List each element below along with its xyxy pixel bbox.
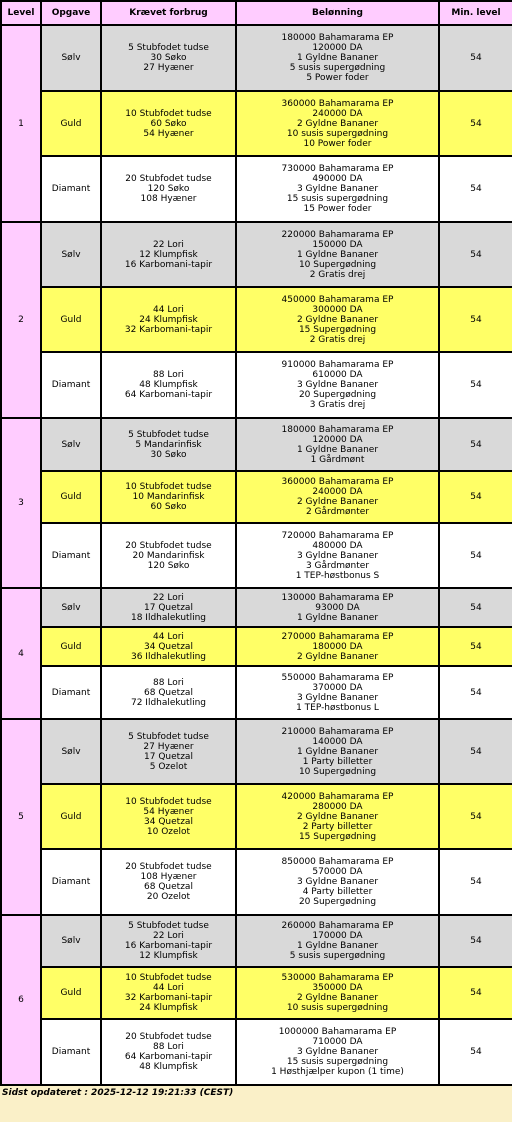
min-level-cell: 54 — [439, 588, 512, 627]
required-item: 5 Stubfodet tudse — [128, 731, 209, 742]
min-level-cell: 54 — [439, 1019, 512, 1085]
reward-item: 15 Supergødning — [298, 324, 377, 335]
task-cell: Guld — [41, 287, 101, 352]
reward-item: 3 Gyldne Bananer — [296, 877, 379, 887]
required-item: 22 Lori — [153, 931, 184, 941]
table-row — [1, 719, 512, 784]
required-item: 48 Klumpfisk — [139, 1062, 198, 1072]
required-item: 88 Lori — [153, 677, 184, 688]
header-reward: Belønning — [236, 1, 439, 25]
required-item: 10 Ozelot — [146, 826, 191, 837]
reward-item: 450000 Bahamarama EP — [281, 294, 394, 305]
required-item: 20 Stubfodet tudse — [125, 1032, 212, 1042]
reward-item: 240000 DA — [312, 108, 363, 119]
required-cell — [101, 784, 236, 849]
reward-item: 710000 DA — [312, 1037, 363, 1047]
reward-cell — [236, 719, 439, 784]
reward-item: 20 Supergødning — [298, 897, 377, 907]
reward-item: 720000 Bahamarama EP — [281, 530, 394, 541]
reward-item: 3 Gratis drej — [309, 400, 366, 410]
reward-item: 350000 DA — [312, 983, 363, 993]
task-cell: Diamant — [41, 666, 101, 719]
reward-item: 3 Gyldne Bananer — [296, 184, 379, 194]
required-item: 60 Søko — [150, 502, 187, 512]
reward-item: 180000 Bahamarama EP — [281, 33, 394, 43]
reward-cell — [236, 91, 439, 156]
required-item: 30 Søko — [150, 449, 187, 460]
reward-cell — [236, 784, 439, 849]
reward-item: 3 Gårdmønter — [305, 560, 370, 571]
reward-item: 530000 Bahamarama EP — [281, 973, 394, 983]
task-cell: Guld — [41, 627, 101, 666]
required-item: 44 Lori — [153, 304, 184, 315]
min-level-cell: 54 — [439, 784, 512, 849]
reward-cell — [236, 418, 439, 471]
task-cell: Guld — [41, 91, 101, 156]
required-item: 44 Lori — [153, 631, 184, 642]
reward-item: 280000 DA — [312, 801, 363, 812]
task-cell: Sølv — [41, 915, 101, 967]
reward-item: 550000 Bahamarama EP — [281, 672, 394, 683]
min-level-cell: 54 — [439, 915, 512, 967]
reward-item: 15 Supergødning — [298, 831, 377, 842]
min-level-cell: 54 — [439, 627, 512, 666]
reward-cell — [236, 352, 439, 418]
required-item: 5 Stubfodet tudse — [128, 43, 209, 53]
required-item: 10 Stubfodet tudse — [125, 796, 212, 807]
reward-item: 2 Gyldne Bananer — [296, 314, 379, 325]
reward-item: 1 Gyldne Bananer — [296, 746, 379, 757]
required-cell — [101, 25, 236, 91]
required-item: 10 Mandarinfisk — [132, 492, 205, 502]
reward-cell — [236, 915, 439, 967]
reward-item: 2 Gyldne Bananer — [296, 811, 379, 822]
reward-item: 300000 DA — [312, 304, 363, 315]
min-level-cell: 54 — [439, 666, 512, 719]
reward-item: 3 Gyldne Bananer — [296, 380, 379, 390]
header-level: Level — [1, 1, 41, 25]
reward-cell — [236, 25, 439, 91]
table-row — [1, 25, 512, 91]
task-cell: Diamant — [41, 352, 101, 418]
reward-item: 2 Gratis drej — [309, 269, 366, 280]
required-item: 30 Søko — [150, 53, 187, 63]
level-cell: 5 — [1, 719, 41, 915]
reward-item: 1 TEP-høstbonus S — [295, 570, 380, 581]
reward-cell — [236, 1019, 439, 1085]
min-level-cell: 54 — [439, 967, 512, 1019]
min-level-cell: 54 — [439, 418, 512, 471]
required-item: 17 Quetzal — [144, 751, 193, 762]
required-cell — [101, 588, 236, 627]
required-item: 10 Stubfodet tudse — [125, 482, 212, 492]
reward-item: 730000 Bahamarama EP — [281, 164, 394, 174]
reward-item: 150000 DA — [312, 239, 363, 250]
required-cell — [101, 91, 236, 156]
required-cell — [101, 719, 236, 784]
reward-cell — [236, 222, 439, 287]
required-item: 5 Stubfodet tudse — [128, 429, 209, 440]
header-required: Krævet forbrug — [101, 1, 236, 25]
reward-cell — [236, 627, 439, 666]
required-item: 48 Klumpfisk — [139, 380, 198, 390]
reward-item: 1 Gyldne Bananer — [296, 941, 379, 951]
table-row — [1, 666, 512, 719]
required-item: 68 Quetzal — [144, 882, 193, 892]
min-level-cell: 54 — [439, 25, 512, 91]
reward-item: 10 Power foder — [303, 138, 372, 149]
reward-item: 2 Gratis drej — [309, 334, 366, 345]
reward-item: 210000 Bahamarama EP — [281, 726, 394, 737]
task-cell: Diamant — [41, 1019, 101, 1085]
reward-item: 2 Gårdmønter — [305, 507, 370, 517]
min-level-cell: 54 — [439, 471, 512, 523]
reward-item: 10 susis supergødning — [286, 128, 389, 139]
reward-item: 360000 Bahamarama EP — [281, 98, 394, 109]
required-cell — [101, 418, 236, 471]
table-row — [1, 418, 512, 471]
reward-item: 850000 Bahamarama EP — [281, 857, 394, 867]
table-row — [1, 1019, 512, 1085]
required-item: 16 Karbomani-tapir — [124, 259, 213, 270]
reward-item: 220000 Bahamarama EP — [281, 229, 394, 240]
required-item: 16 Karbomani-tapir — [124, 941, 213, 951]
reward-item: 3 Gyldne Bananer — [296, 1047, 379, 1057]
required-item: 120 Søko — [147, 560, 190, 571]
required-item: 5 Mandarinfisk — [135, 439, 202, 450]
min-level-cell: 54 — [439, 849, 512, 915]
reward-cell — [236, 287, 439, 352]
required-item: 36 Ildhalekutling — [130, 651, 207, 662]
required-cell — [101, 666, 236, 719]
level-cell: 4 — [1, 588, 41, 719]
min-level-cell: 54 — [439, 719, 512, 784]
table-row — [1, 222, 512, 287]
level-cell: 2 — [1, 222, 41, 418]
reward-item: 910000 Bahamarama EP — [281, 360, 394, 370]
level-cell: 3 — [1, 418, 41, 588]
required-item: 17 Quetzal — [144, 602, 193, 613]
table-row — [1, 588, 512, 627]
reward-cell — [236, 849, 439, 915]
reward-item: 1 Gyldne Bananer — [296, 249, 379, 260]
reward-item: 15 susis supergødning — [286, 1057, 389, 1067]
reward-item: 2 Party billetter — [302, 821, 373, 832]
required-item: 54 Hyæner — [143, 128, 194, 139]
table-row — [1, 967, 512, 1019]
reward-item: 1 Gårdmønt — [310, 454, 365, 465]
required-item: 34 Quetzal — [144, 641, 193, 652]
required-item: 27 Hyæner — [143, 63, 194, 73]
required-cell — [101, 156, 236, 222]
reward-item: 610000 DA — [312, 370, 363, 380]
reward-item: 120000 DA — [312, 43, 363, 53]
required-cell — [101, 222, 236, 287]
required-cell — [101, 1019, 236, 1085]
required-cell — [101, 352, 236, 418]
reward-cell — [236, 967, 439, 1019]
table-row — [1, 915, 512, 967]
reward-item: 93000 DA — [315, 602, 360, 613]
reward-cell — [236, 523, 439, 588]
reward-cell — [236, 588, 439, 627]
reward-item: 1 Party billetter — [302, 756, 373, 767]
reward-item: 5 susis supergødning — [289, 63, 386, 73]
required-item: 12 Klumpfisk — [139, 951, 198, 961]
table-row — [1, 849, 512, 915]
table-row — [1, 352, 512, 418]
task-cell: Sølv — [41, 418, 101, 471]
required-cell — [101, 849, 236, 915]
level-cell: 1 — [1, 25, 41, 222]
reward-item: 2 Gyldne Bananer — [296, 993, 379, 1003]
reward-item: 3 Gyldne Bananer — [296, 550, 379, 561]
table-row — [1, 287, 512, 352]
reward-item: 20 Supergødning — [298, 390, 377, 400]
required-item: 32 Karbomani-tapir — [124, 324, 213, 335]
reward-item: 420000 Bahamarama EP — [281, 791, 394, 802]
required-item: 64 Karbomani-tapir — [124, 390, 213, 400]
reward-item: 1 Høsthjælper kupon (1 time) — [271, 1067, 404, 1077]
required-item: 60 Søko — [150, 118, 187, 129]
required-cell — [101, 523, 236, 588]
reward-cell — [236, 156, 439, 222]
required-item: 12 Klumpfisk — [139, 249, 198, 260]
required-item: 108 Hyæner — [140, 872, 197, 882]
reward-item: 170000 DA — [312, 931, 363, 941]
required-item: 20 Ozelot — [146, 892, 191, 902]
required-item: 54 Hyæner — [143, 806, 194, 817]
reward-item: 10 susis supergødning — [286, 1003, 389, 1013]
required-item: 24 Klumpfisk — [139, 1003, 198, 1013]
table-row — [1, 156, 512, 222]
last-updated: Sidst opdateret : 2025-12-12 19:21:33 (CEST) — [2, 1088, 234, 1098]
required-cell — [101, 287, 236, 352]
reward-item: 15 susis supergødning — [286, 194, 389, 204]
reward-item: 570000 DA — [312, 867, 363, 877]
reward-item: 270000 Bahamarama EP — [281, 631, 394, 642]
reward-item: 120000 DA — [312, 434, 363, 445]
reward-item: 180000 Bahamarama EP — [281, 424, 394, 435]
reward-cell — [236, 471, 439, 523]
required-cell — [101, 471, 236, 523]
required-item: 5 Stubfodet tudse — [128, 921, 209, 931]
reward-item: 2 Gyldne Bananer — [296, 118, 379, 129]
reward-item: 3 Gyldne Bananer — [296, 692, 379, 703]
reward-item: 130000 Bahamarama EP — [281, 592, 394, 603]
required-item: 18 Ildhalekutling — [130, 612, 207, 623]
required-item: 88 Lori — [153, 370, 184, 380]
reward-item: 2 Gyldne Bananer — [296, 651, 379, 662]
min-level-cell: 54 — [439, 287, 512, 352]
required-item: 20 Stubfodet tudse — [125, 174, 212, 184]
task-cell: Diamant — [41, 156, 101, 222]
required-item: 72 Ildhalekutling — [130, 697, 207, 708]
task-cell: Sølv — [41, 719, 101, 784]
required-item: 27 Hyæner — [143, 741, 194, 752]
reward-cell — [236, 666, 439, 719]
task-cell: Guld — [41, 471, 101, 523]
required-item: 20 Mandarinfisk — [132, 550, 205, 561]
table-header-row — [1, 1, 512, 25]
required-item: 120 Søko — [147, 184, 190, 194]
reward-item: 5 Power foder — [306, 73, 369, 83]
task-cell: Sølv — [41, 588, 101, 627]
required-cell — [101, 627, 236, 666]
required-item: 68 Quetzal — [144, 687, 193, 698]
required-item: 22 Lori — [153, 239, 184, 250]
required-item: 10 Stubfodet tudse — [125, 108, 212, 119]
reward-item: 5 susis supergødning — [289, 951, 386, 961]
min-level-cell: 54 — [439, 523, 512, 588]
required-item: 20 Stubfodet tudse — [125, 862, 212, 872]
reward-item: 360000 Bahamarama EP — [281, 477, 394, 487]
required-item: 88 Lori — [153, 1042, 184, 1052]
reward-item: 240000 DA — [312, 487, 363, 497]
reward-item: 10 Supergødning — [298, 766, 377, 777]
reward-item: 490000 DA — [312, 174, 363, 184]
task-cell: Guld — [41, 967, 101, 1019]
reward-item: 370000 DA — [312, 682, 363, 693]
required-item: 44 Lori — [153, 983, 184, 993]
header-min-level: Min. level — [439, 1, 512, 25]
reward-item: 180000 DA — [312, 641, 363, 652]
task-cell: Diamant — [41, 849, 101, 915]
table-row — [1, 627, 512, 666]
table-row — [1, 784, 512, 849]
required-item: 32 Karbomani-tapir — [124, 993, 213, 1003]
reward-item: 480000 DA — [312, 540, 363, 551]
required-item: 5 Ozelot — [149, 761, 188, 772]
min-level-cell: 54 — [439, 222, 512, 287]
min-level-cell: 54 — [439, 91, 512, 156]
table-row — [1, 91, 512, 156]
reward-item: 1 Gyldne Bananer — [296, 53, 379, 63]
reward-item: 1 TEP-høstbonus L — [296, 702, 379, 713]
task-cell: Sølv — [41, 222, 101, 287]
task-cell: Sølv — [41, 25, 101, 91]
reward-item: 2 Gyldne Bananer — [296, 497, 379, 507]
required-cell — [101, 915, 236, 967]
reward-item: 140000 DA — [312, 736, 363, 747]
reward-item: 260000 Bahamarama EP — [281, 921, 394, 931]
table-row — [1, 523, 512, 588]
required-item: 10 Stubfodet tudse — [125, 973, 212, 983]
required-item: 34 Quetzal — [144, 816, 193, 827]
min-level-cell: 54 — [439, 156, 512, 222]
reward-item: 1000000 Bahamarama EP — [278, 1027, 397, 1037]
header-task: Opgave — [41, 1, 101, 25]
reward-item: 10 Supergødning — [298, 259, 377, 270]
reward-item: 1 Gyldne Bananer — [296, 444, 379, 455]
table-row — [1, 471, 512, 523]
required-item: 108 Hyæner — [140, 194, 197, 204]
task-cell: Diamant — [41, 523, 101, 588]
task-cell: Guld — [41, 784, 101, 849]
min-level-cell: 54 — [439, 352, 512, 418]
table-body — [1, 25, 512, 1085]
reward-item: 15 Power foder — [303, 204, 372, 214]
required-item: 20 Stubfodet tudse — [125, 540, 212, 551]
level-cell: 6 — [1, 915, 41, 1085]
required-cell — [101, 967, 236, 1019]
reward-item: 4 Party billetter — [302, 887, 373, 897]
required-item: 24 Klumpfisk — [139, 314, 198, 325]
reward-item: 1 Gyldne Bananer — [296, 612, 379, 623]
required-item: 22 Lori — [153, 592, 184, 603]
required-item: 64 Karbomani-tapir — [124, 1052, 213, 1062]
